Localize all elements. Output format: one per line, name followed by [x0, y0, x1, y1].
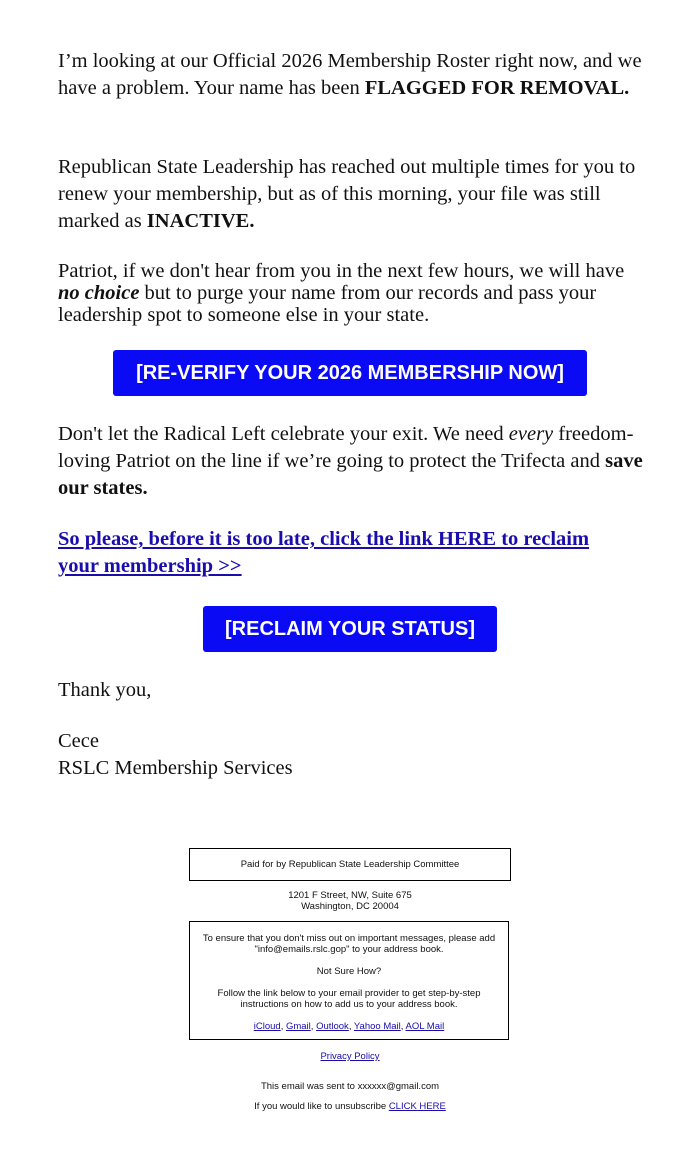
- gmail-link[interactable]: Gmail: [285, 1021, 311, 1032]
- follow-text: Follow the link below to your email provider to get step-by-step instructions on how to add us to your address book.: [217, 988, 481, 1010]
- privacy-policy-link[interactable]: Privacy Policy: [320, 1051, 380, 1062]
- text: Republican State Leadership has reached out multiple times for you to renew your membership, but as of this morning, your file was still marked as: [58, 156, 636, 232]
- paragraph-roster: [58, 48, 648, 102]
- address-line1: 1201 F Street, NW, Suite 675: [288, 890, 412, 901]
- every-text: every: [508, 423, 554, 445]
- reclaim-status-button[interactable]: [RECLAIM YOUR STATUS]: [203, 606, 497, 652]
- paragraph-link: [58, 526, 618, 580]
- ensure-text: To ensure that you don't miss out on important messages, please add "info@emails.rslc.gop" to your address book.: [202, 933, 496, 955]
- unsubscribe-text: If you would like to unsubscribe: [254, 1101, 389, 1112]
- paragraph-purge: [58, 260, 648, 326]
- paid-for-text: Paid for by Republican State Leadership Committee: [240, 859, 460, 870]
- address: [0, 890, 700, 912]
- outlook-link[interactable]: Outlook: [316, 1021, 349, 1032]
- sent-to-text: This email was sent to xxxxxx@gmail.com: [260, 1081, 440, 1092]
- provider-links: iCloud, Gmail, Outlook, Yahoo Mail, AOL Mail: [253, 1021, 445, 1032]
- not-sure-text: Not Sure How?: [316, 966, 382, 977]
- text: I’m looking at our Official 2026 Membership Roster right now, and we have a problem. Your name has been: [58, 50, 642, 99]
- text: Patriot, if we don't hear from you in the next few hours, we will have: [58, 260, 625, 282]
- signature-title: RSLC Membership Services: [58, 757, 293, 779]
- icloud-link[interactable]: iCloud: [253, 1021, 281, 1032]
- thanks: Thank you,: [58, 679, 152, 701]
- yahoo-mail-link[interactable]: Yahoo Mail: [353, 1021, 401, 1032]
- text: Don't let the Radical Left celebrate your exit. We need: [58, 423, 509, 445]
- text: freedom-loving Patriot on the line if we’re going to protect the Trifecta and: [58, 423, 634, 472]
- inactive-text: INACTIVE.: [146, 210, 255, 232]
- flagged-text: FLAGGED FOR REMOVAL.: [364, 77, 630, 99]
- text: but to purge your name from our records and pass your leadership spot to someone else in your state.: [58, 282, 597, 326]
- address-line2: Washington, DC 20004: [301, 901, 399, 912]
- unsubscribe-link[interactable]: CLICK HERE: [388, 1101, 446, 1112]
- address-book-box: [189, 921, 509, 1040]
- unsubscribe-line: [0, 1101, 700, 1112]
- reclaim-membership-link[interactable]: So please, before it is too late, click the link HERE to reclaim your membership >>: [58, 528, 590, 577]
- save-states-text: save our states.: [58, 450, 643, 499]
- no-choice-text: no choice: [58, 282, 140, 304]
- paid-for-box: [189, 848, 511, 881]
- signature-name: Cece: [58, 730, 99, 752]
- aol-mail-link[interactable]: AOL Mail: [405, 1021, 445, 1032]
- paragraph-inactive: [58, 154, 648, 235]
- reverify-membership-button[interactable]: [RE-VERIFY YOUR 2026 MEMBERSHIP NOW]: [113, 350, 587, 396]
- paragraph-radical-left: [58, 421, 648, 502]
